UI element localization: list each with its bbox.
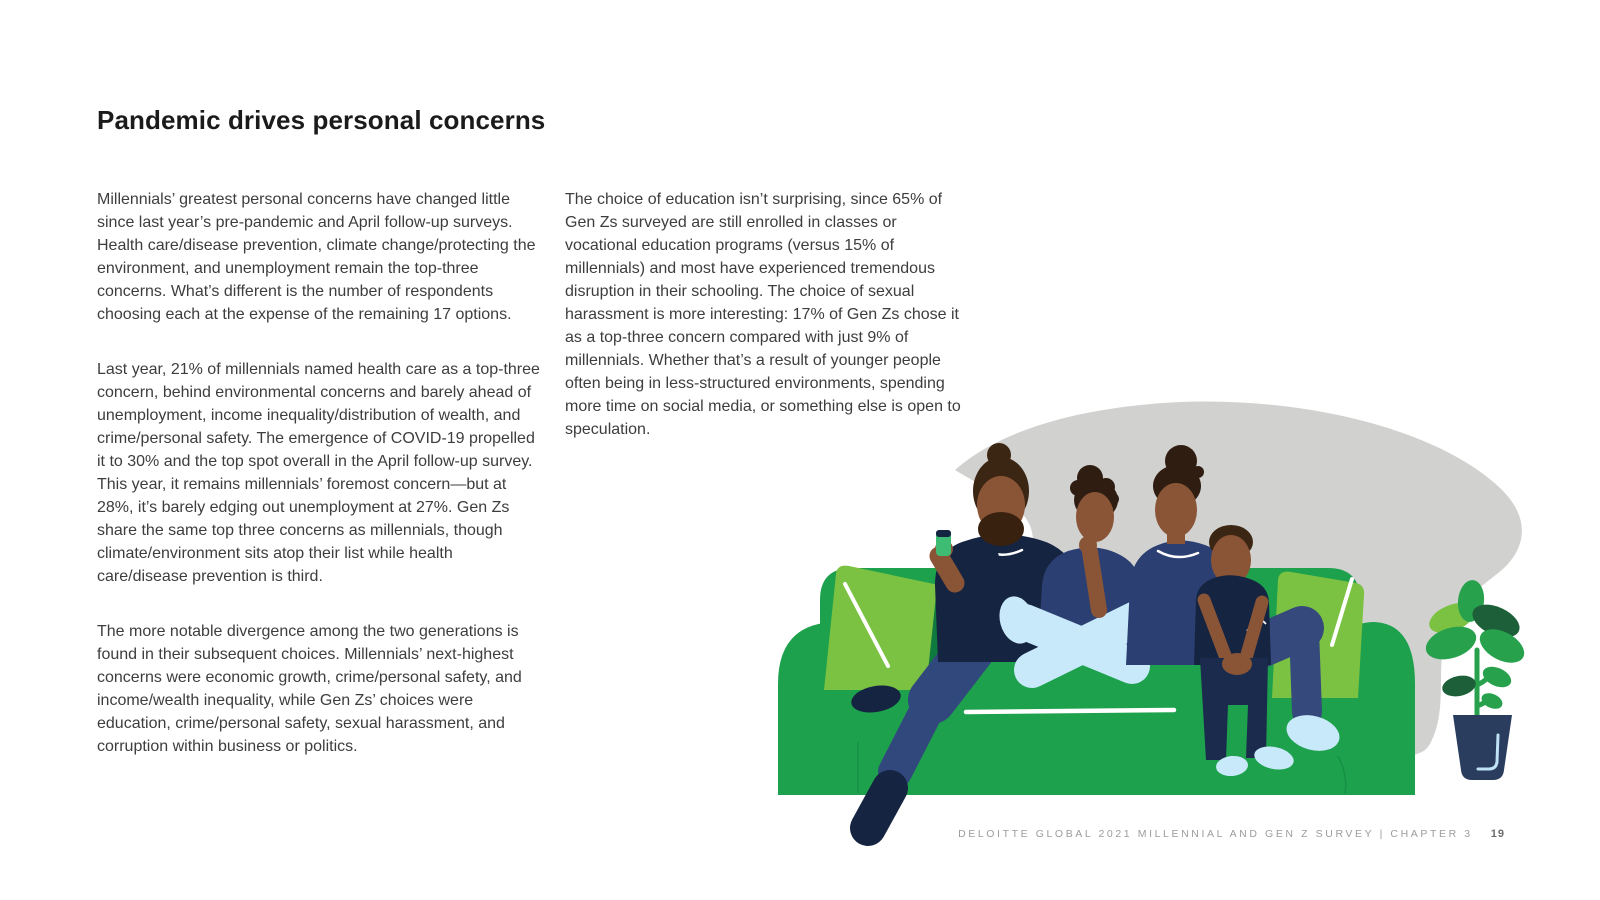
paragraph: Millennials’ greatest personal concerns have changed little since last year’s pre-pandemic and April follow-up surveys. Health care/disease prevention, climate change/protecting the environment, and unemployment remain the top-three concerns. What’s different is the number of respondents choosing each at the expense of the remaining 17 options.	[97, 191, 536, 323]
text-column-left	[97, 188, 543, 790]
father-boot	[868, 788, 890, 828]
paragraph: The choice of education isn’t surprising, since 65% of Gen Zs surveyed are still enrolled in classes or vocational education programs (versus 15% of millennials) and most have experienced tremendous disruption in their schooling. The choice of sexual harassment is more interesting: 17% of Gen Zs chose it as a top-three concern compared with just 9% of millennials. Whether that’s a result of younger people often being in less-structured environments, spending more time on social media, or something else is open to speculation.	[565, 191, 961, 438]
mother-shin	[1304, 630, 1307, 712]
leaf	[1480, 663, 1515, 692]
father-beard	[978, 512, 1024, 546]
daughter-face	[1076, 492, 1114, 542]
paragraph: The more notable divergence among the two generations is found in their subsequent choices. Millennials’ next-highest concerns were economic growth, crime/personal safety, and income/wealth inequality, while Gen Zs’ choices were education, crime/personal safety, sexual harassment, and corruption within business or politics.	[97, 623, 522, 755]
mother-face	[1155, 483, 1197, 537]
paragraph: Last year, 21% of millennials named health care as a top-three concern, behind environmental concerns and barely ahead of unemployment, income inequality/distribution of wealth, and crime/personal safety. The emergence of COVID-19 propelled it to 30% and the top spot overall in the April follow-up survey. This year, it remains millennials’ foremost concern—but at 28%, it’s barely edging out unemployment at 27%. Gen Zs share the same top three concerns as millennials, though climate/environment sits atop their list while health care/disease prevention is third.	[97, 361, 540, 585]
leaf	[1479, 690, 1505, 712]
leaf	[1440, 673, 1477, 700]
daughter-legs-crossed	[1025, 618, 1138, 670]
son-hands	[1222, 653, 1252, 675]
footer-report-title: DELOITTE GLOBAL 2021 MILLENNIAL AND GEN Z SURVEY | CHAPTER 3	[958, 828, 1473, 840]
mother-hair-strand	[1192, 466, 1204, 478]
daughter-hand	[1079, 536, 1097, 554]
family-couch-illustration	[760, 395, 1540, 850]
daughter-arm	[1090, 552, 1099, 610]
couch-seat-line	[966, 710, 1174, 712]
daughter-bun	[1070, 480, 1086, 496]
remote-control-top	[936, 530, 951, 537]
page-footer	[958, 828, 1505, 840]
page-title: Pandemic drives personal concerns	[97, 105, 546, 136]
footer-page-number: 19	[1490, 828, 1505, 840]
